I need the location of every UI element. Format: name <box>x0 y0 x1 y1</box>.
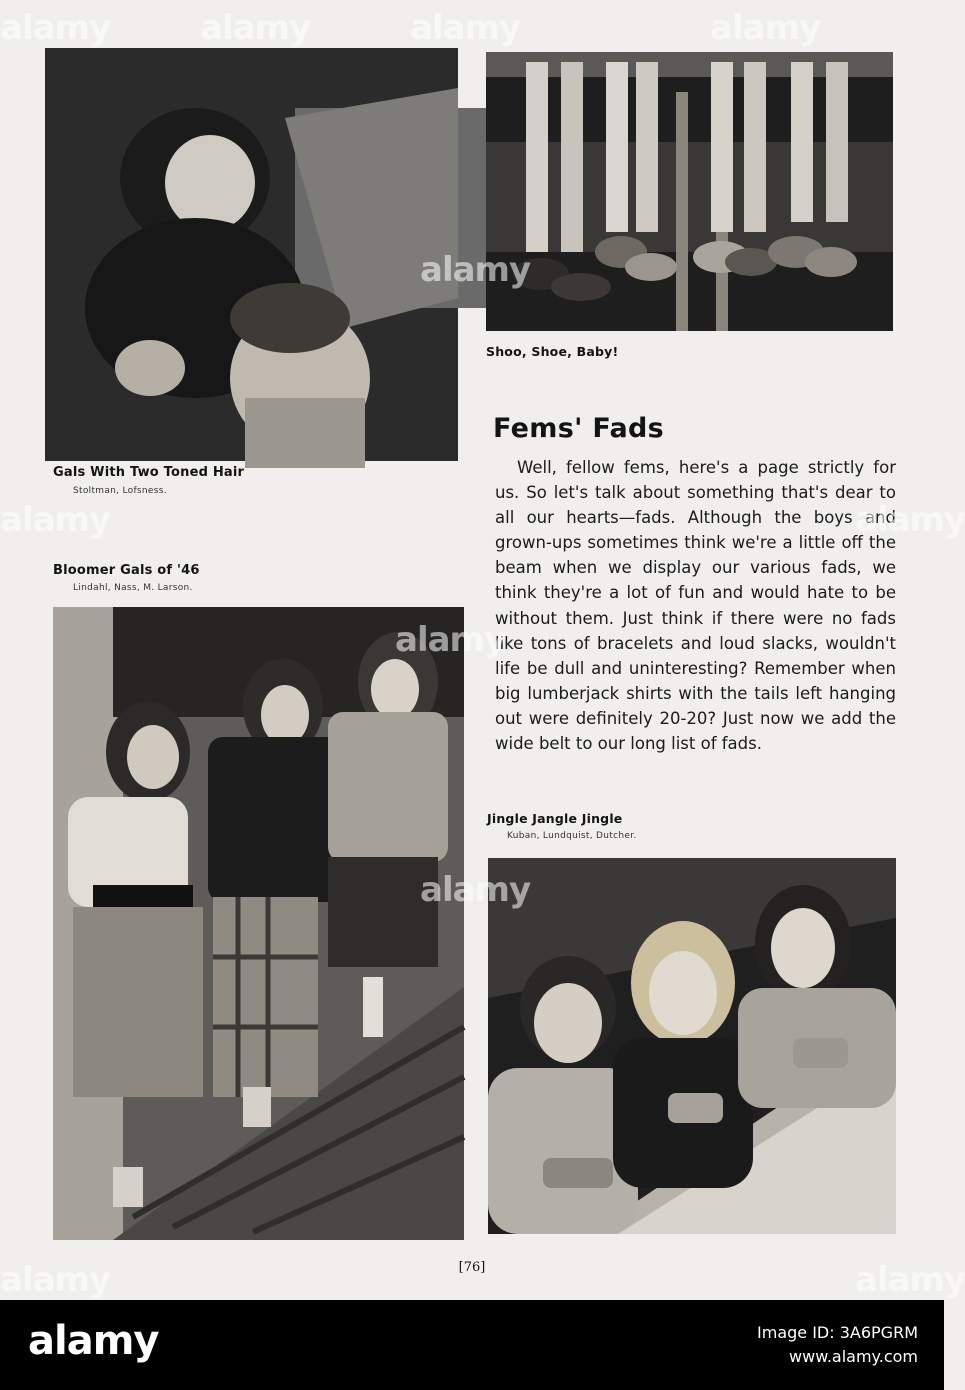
watermark: alamy <box>0 8 111 48</box>
watermark: alamy <box>420 870 531 910</box>
site-url[interactable]: www.alamy.com <box>789 1347 918 1366</box>
page-number: [76] <box>458 1260 486 1275</box>
caption-names-two-toned: Stoltman, Lofsness. <box>73 486 167 496</box>
caption-title-jingle: Jingle Jangle Jingle <box>487 811 623 826</box>
caption-title-bloomer: Bloomer Gals of '46 <box>53 563 200 578</box>
caption-names-bloomer: Lindahl, Nass, M. Larson. <box>73 583 193 593</box>
article-body: Well, fellow fems, here's a page strictly for us. So let's talk about something that's dear to all our hearts—fads. Although the boys and grown-ups sometimes think we're a little off the beam when we display our various fads, we think they're a lot of fun and would hate to be without them. Just think if there were no fads like tons of bracelets and loud slacks, wouldn't life be dull and uninteresting? Remember when big lumberjack shirts with the tails left hanging out were definitely 20-20? Just now we add the wide belt to our long list of fads. <box>495 458 896 754</box>
photo-two-toned-hair <box>45 48 458 461</box>
caption-title-shoes: Shoo, Shoe, Baby! <box>486 344 619 359</box>
watermark: alamy <box>410 8 521 48</box>
stock-logo: alamy <box>28 1318 159 1364</box>
photo-bloomer-gals <box>53 607 464 1240</box>
watermark: alamy <box>710 8 821 48</box>
image-id: Image ID: 3A6PGRM <box>757 1323 918 1342</box>
watermark: alamy <box>855 500 965 540</box>
caption-title-two-toned: Gals With Two Toned Hair <box>53 465 245 480</box>
stock-footer <box>0 1300 944 1390</box>
photo-jingle-jangle <box>488 858 896 1234</box>
article-heading: Fems' Fads <box>493 413 665 444</box>
watermark: alamy <box>395 620 506 660</box>
caption-names-jingle: Kuban, Lundquist, Dutcher. <box>507 831 637 841</box>
watermark: alamy <box>420 250 531 290</box>
watermark: alamy <box>0 1260 111 1300</box>
watermark: alamy <box>200 8 311 48</box>
photo-shoes <box>486 52 893 331</box>
watermark: alamy <box>0 500 111 540</box>
watermark: alamy <box>855 1260 965 1300</box>
